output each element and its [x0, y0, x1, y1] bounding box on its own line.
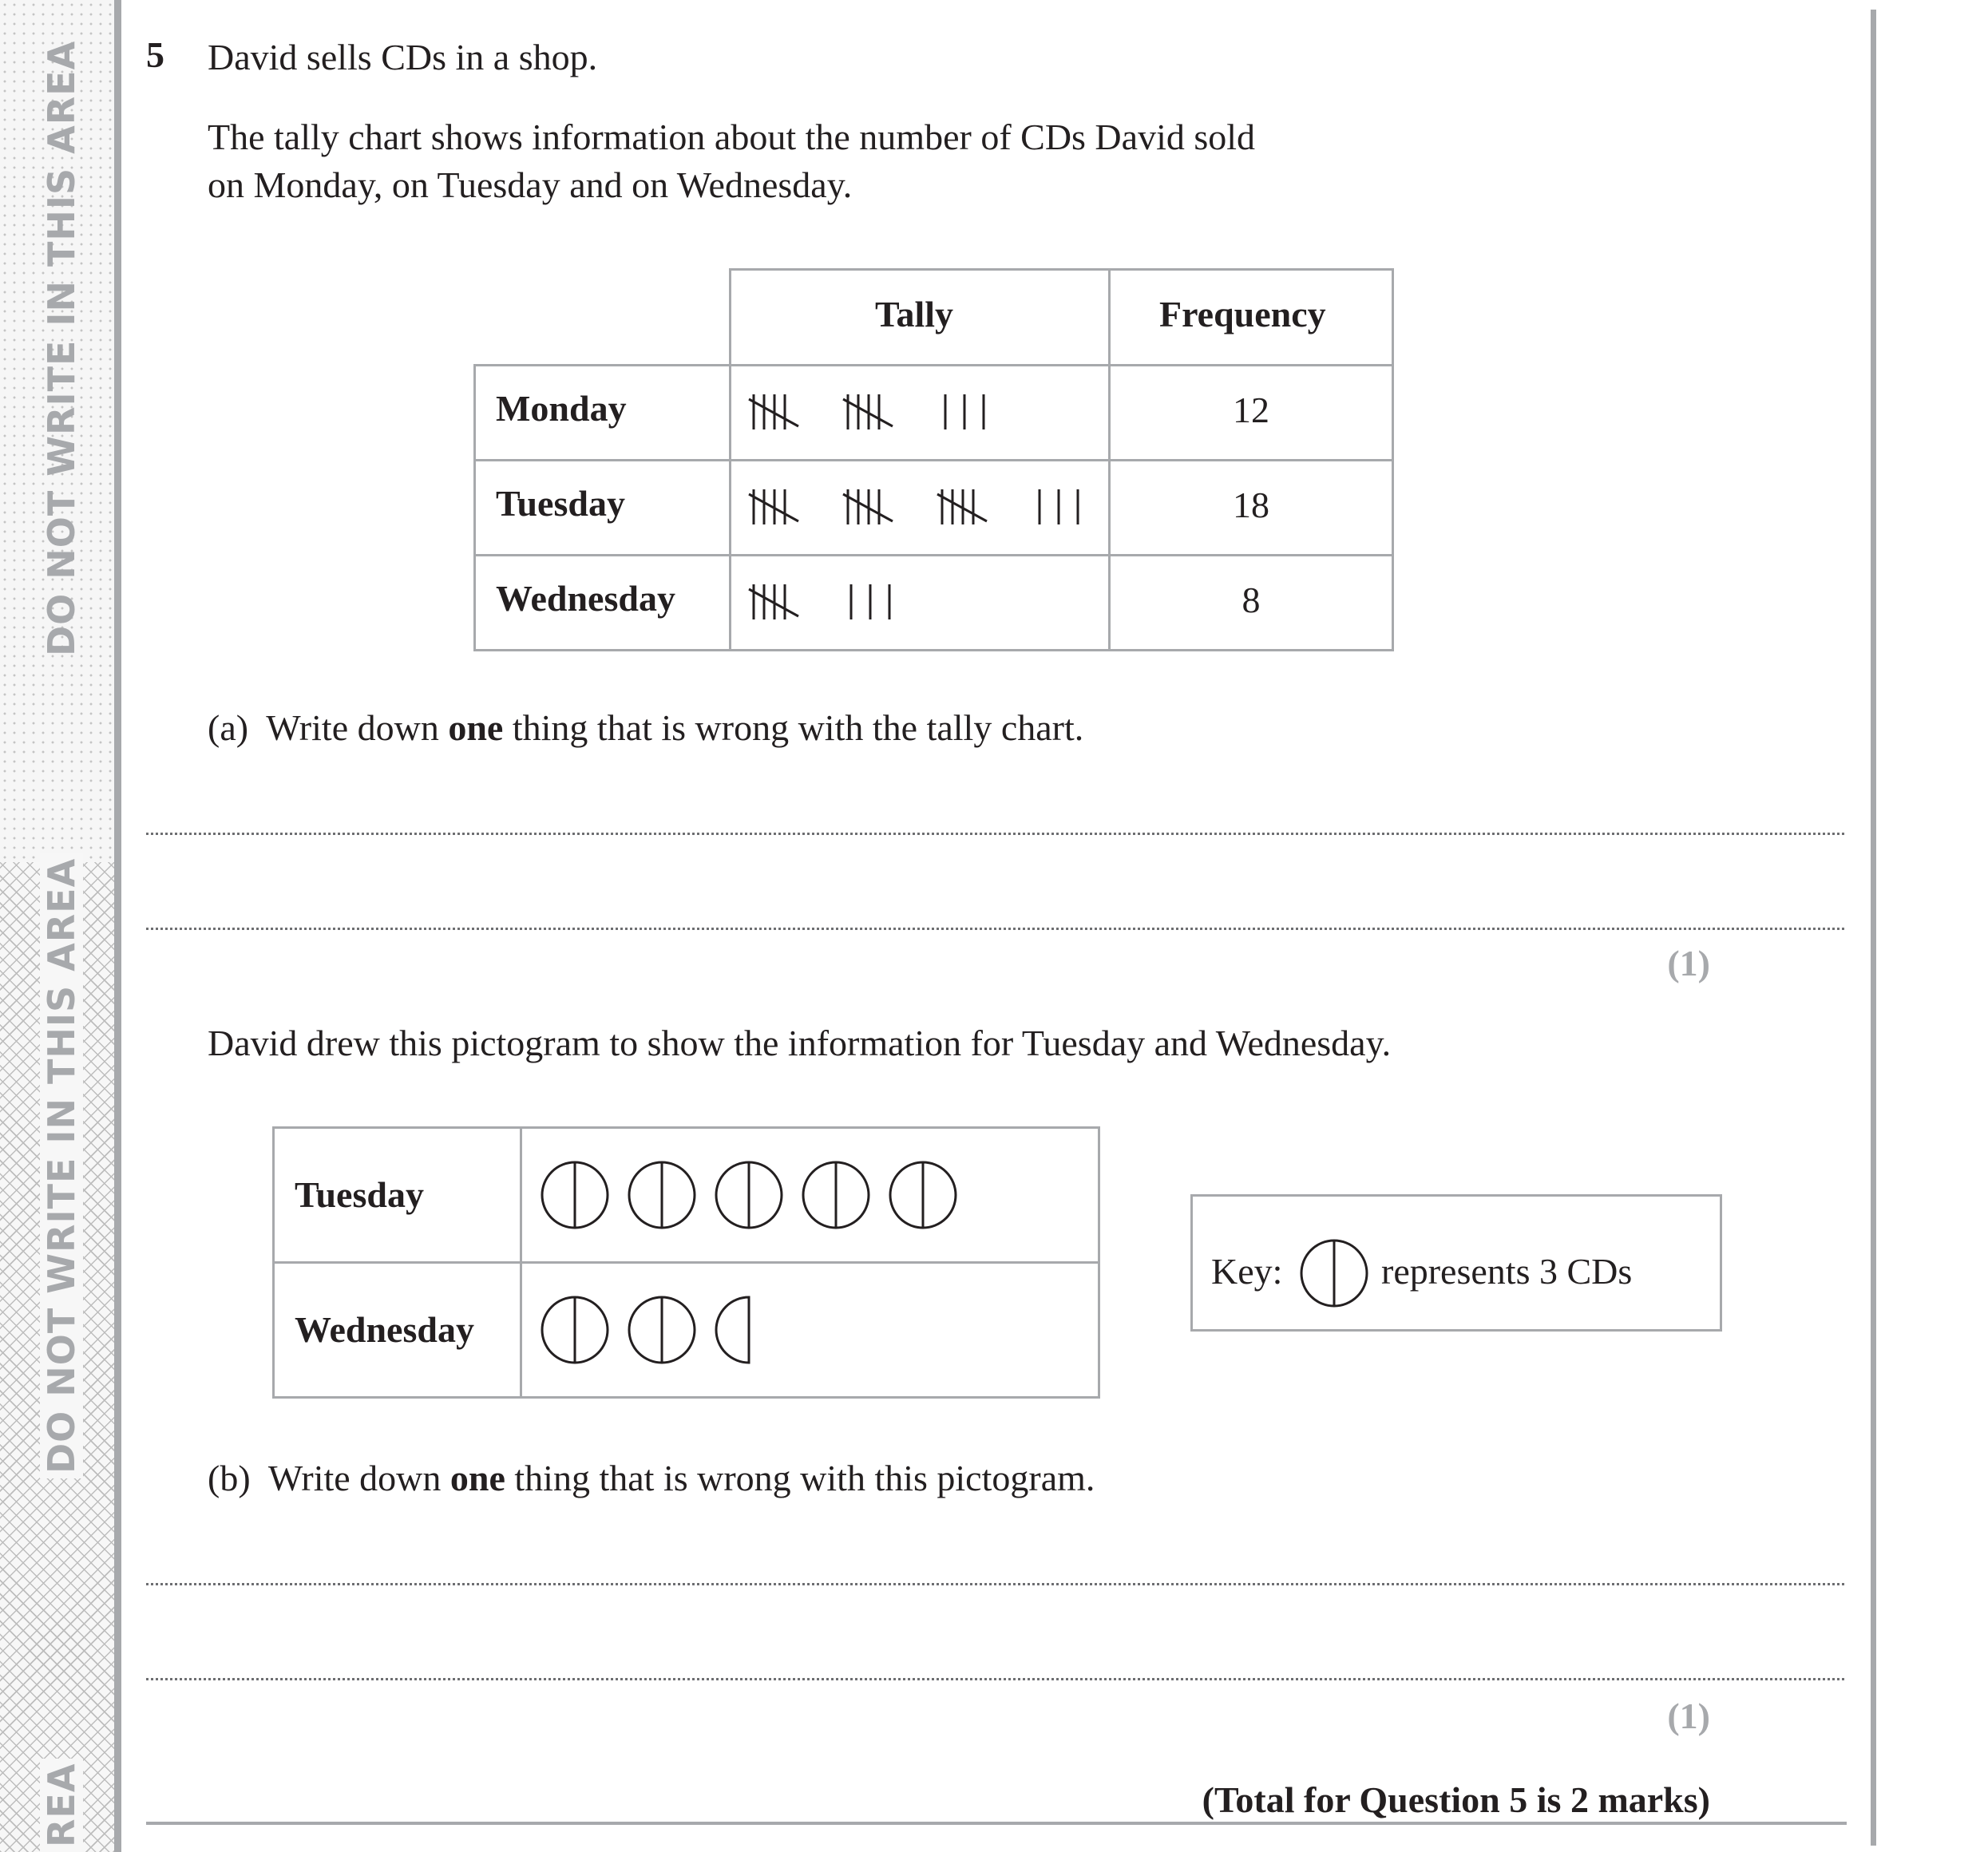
part-a-label: (a) — [208, 707, 249, 748]
pictogram-label-wednesday: Wednesday — [295, 1309, 474, 1350]
pictogram-label-tuesday: Tuesday — [295, 1174, 424, 1215]
part-b-text-bold: one — [449, 1458, 505, 1498]
frequency-monday: 12 — [1233, 390, 1269, 430]
part-b — [208, 1454, 1095, 1502]
margin-warning-middle: DO NOT WRITE IN THIS AREA — [40, 853, 83, 1478]
answer-line-b-2[interactable] — [146, 1678, 1844, 1680]
cd-half-symbol — [716, 1297, 749, 1363]
part-a-text-bold: one — [448, 707, 504, 748]
part-b-marks: (1) — [1667, 1696, 1710, 1736]
part-a-text-before: Write down — [266, 707, 449, 748]
part-b-label: (b) — [208, 1458, 251, 1498]
total-marks: (Total for Question 5 is 2 marks) — [1202, 1779, 1710, 1820]
part-a-marks: (1) — [1667, 943, 1710, 983]
row-label-tuesday: Tuesday — [496, 483, 625, 524]
frequency-wednesday: 8 — [1242, 580, 1261, 620]
part-b-text-before: Write down — [267, 1458, 450, 1498]
margin-warning-bottom: REA — [40, 1759, 83, 1852]
part-a-text-after: thing that is wrong with the tally chart. — [503, 707, 1084, 748]
answer-line-b-1[interactable] — [146, 1583, 1844, 1585]
key-text: represents 3 CDs — [1381, 1251, 1633, 1292]
frequency-header: Frequency — [1159, 294, 1326, 334]
key-label: Key: — [1211, 1251, 1283, 1292]
frequency-tuesday: 18 — [1233, 485, 1269, 525]
question-intro: David sells CDs in a shop. — [208, 37, 598, 77]
tally-header: Tally — [875, 294, 954, 334]
pictogram-intro: David drew this pictogram to show the information for Tuesday and Wednesday. — [208, 1023, 1392, 1063]
part-b-text-after: thing that is wrong with this pictogram. — [505, 1458, 1095, 1498]
tally-intro-line2: on Monday, on Tuesday and on Wednesday. — [208, 164, 853, 205]
row-label-wednesday: Wednesday — [496, 578, 675, 619]
bottom-rule — [146, 1822, 1847, 1825]
row-label-monday: Monday — [496, 388, 627, 429]
tally-intro-line1: The tally chart shows information about the number of CDs David sold — [208, 117, 1256, 157]
key-cd-icon — [1300, 1239, 1372, 1311]
question-number: 5 — [146, 34, 164, 75]
margin-warning-top: DO NOT WRITE IN THIS AREA — [40, 40, 83, 656]
